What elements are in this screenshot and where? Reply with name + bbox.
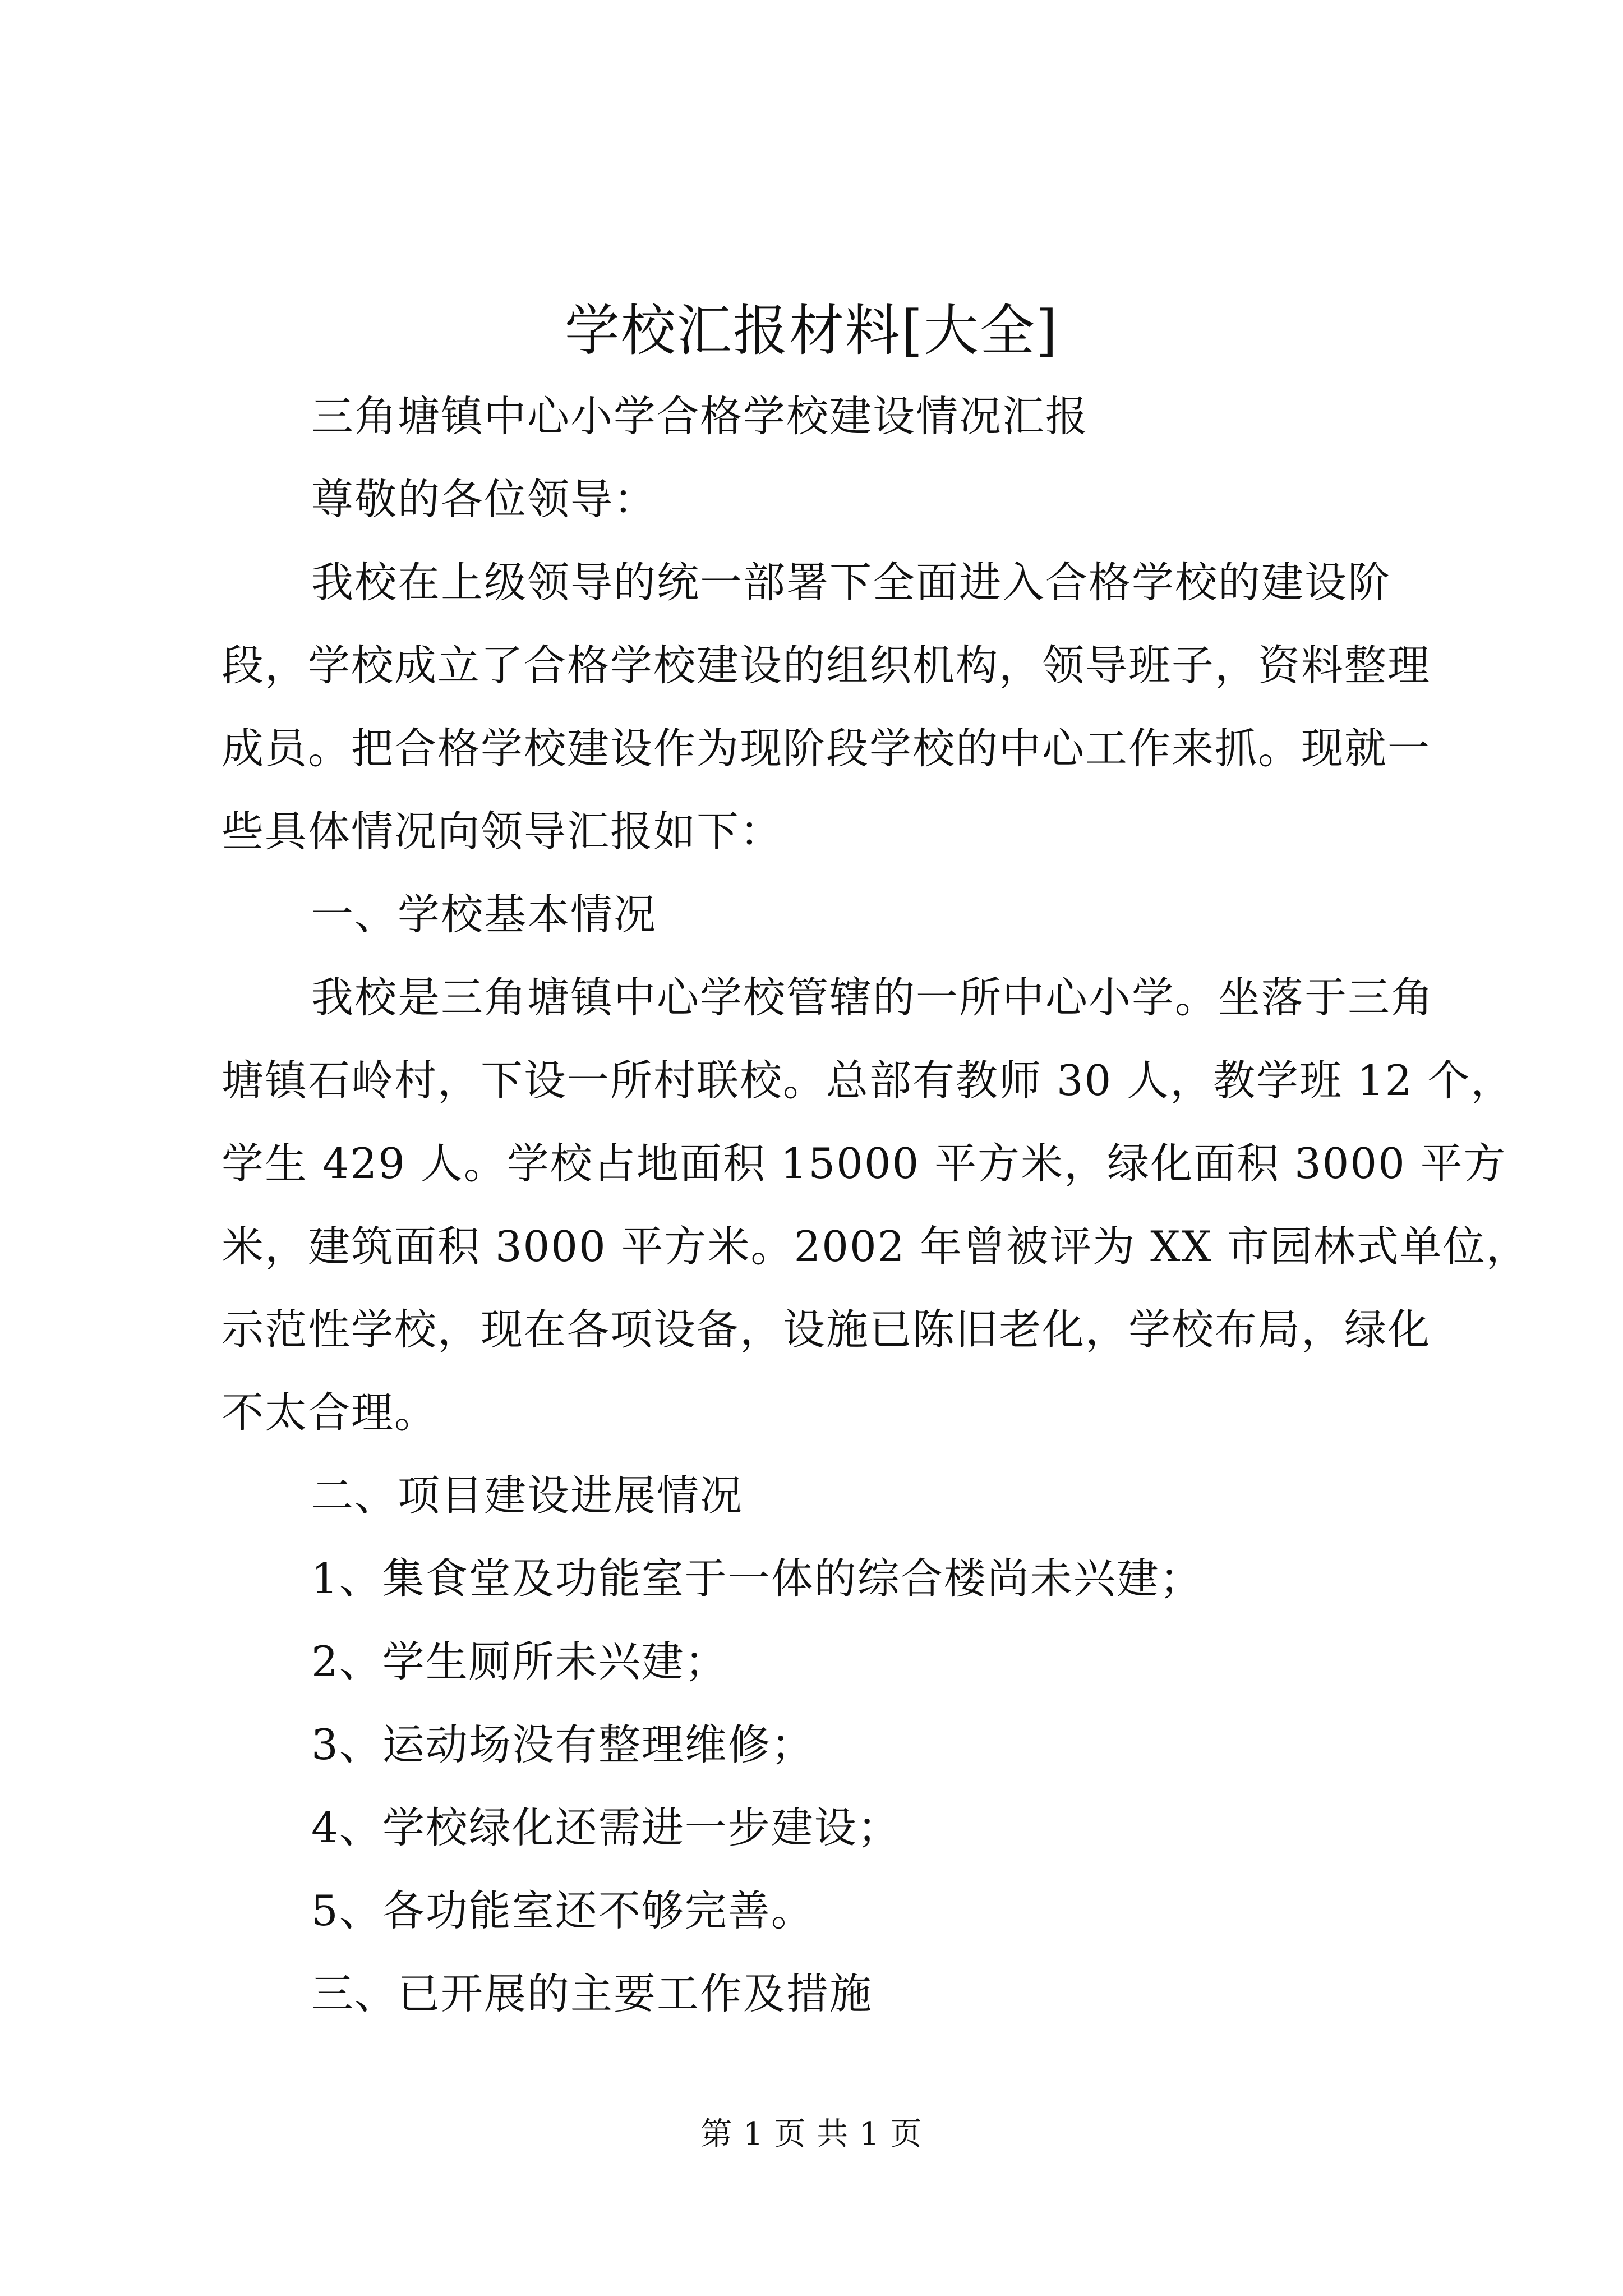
salutation: 尊敬的各位领导：: [311, 475, 657, 524]
list-item: 5、各功能室还不够完善。: [311, 1886, 814, 1935]
section-heading: 三、已开展的主要工作及措施: [311, 1969, 873, 2018]
paragraph-line: 我校是三角塘镇中心学校管辖的一所中心小学。坐落于三角: [311, 973, 1435, 1022]
paragraph-line: 些具体情况向领导汇报如下：: [222, 807, 783, 856]
paragraph-line: 学生 429 人。学校占地面积 15000 平方米，绿化面积 3000 平方: [222, 1139, 1507, 1188]
paragraph-line: 段，学校成立了合格学校建设的组织机构，领导班子，资料整理: [222, 641, 1431, 690]
document-title: 学校汇报材料[大全]: [564, 299, 1059, 363]
paragraph-line: 示范性学校，现在各项设备，设施已陈旧老化，学校布局，绿化: [222, 1305, 1431, 1354]
paragraph-line: 不太合理。: [222, 1388, 438, 1437]
report-subtitle: 三角塘镇中心小学合格学校建设情况汇报: [311, 392, 1089, 441]
paragraph-line: 米，建筑面积 3000 平方米。2002 年曾被评为 XX 市园林式单位，: [222, 1222, 1529, 1271]
paragraph-line: 塘镇石岭村，下设一所村联校。总部有教师 30 人，教学班 12 个，: [222, 1056, 1514, 1105]
section-heading: 二、项目建设进展情况: [311, 1471, 744, 1520]
list-item: 3、运动场没有整理维修；: [311, 1720, 814, 1769]
list-item: 1、集食堂及功能室于一体的综合楼尚未兴建；: [311, 1554, 1203, 1603]
list-item: 4、学校绿化还需进一步建设；: [311, 1803, 901, 1852]
page-footer: 第 1 页 共 1 页: [700, 2116, 923, 2152]
section-heading: 一、学校基本情况: [311, 890, 657, 939]
paragraph-line: 我校在上级领导的统一部署下全面进入合格学校的建设阶: [311, 558, 1391, 607]
document-body: [222, 375, 1529, 2035]
list-item: 2、学生厕所未兴建；: [311, 1637, 728, 1686]
paragraph-line: 成员。把合格学校建设作为现阶段学校的中心工作来抓。现就一: [222, 724, 1431, 773]
